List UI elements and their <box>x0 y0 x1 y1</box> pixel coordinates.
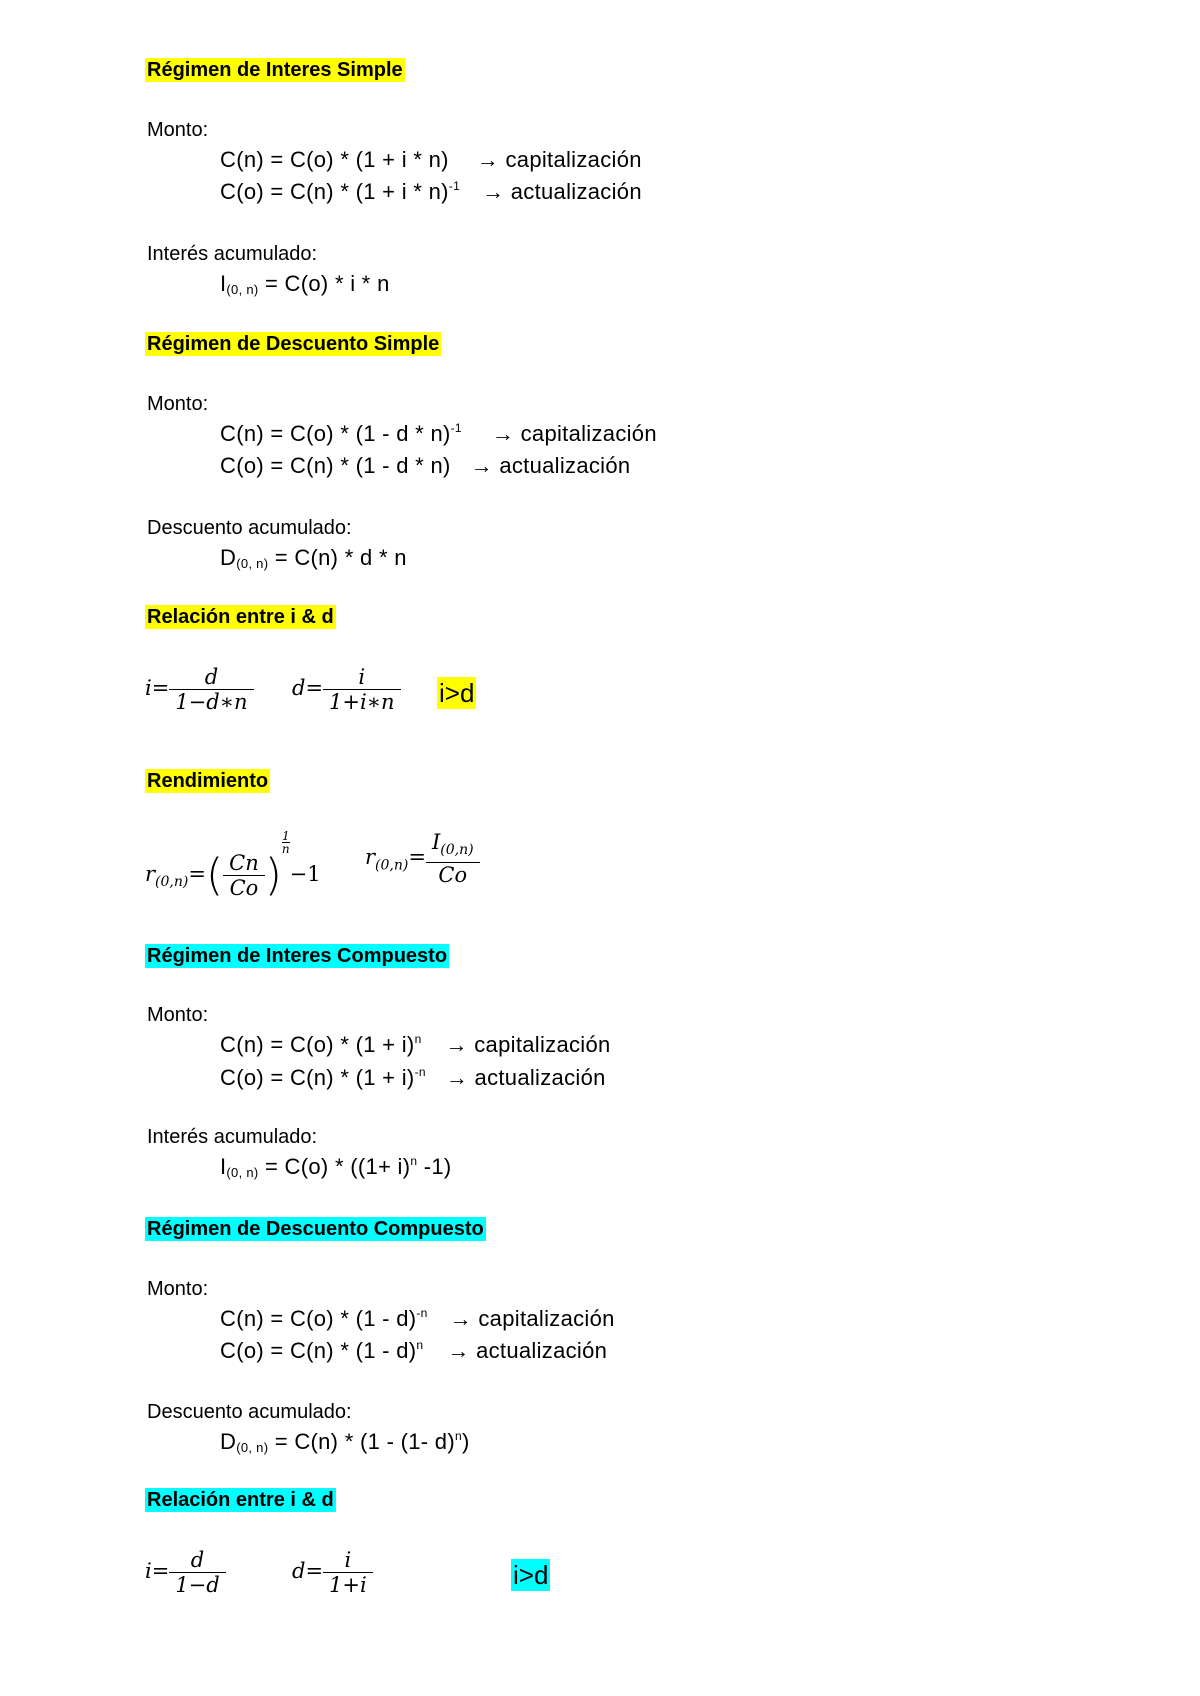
formula-exponent: -n <box>414 1065 426 1079</box>
descuento-acumulado-label: Descuento acumulado: <box>147 1401 352 1423</box>
equation-lhs: d= <box>292 1559 324 1583</box>
formula-capitalizacion <box>220 1305 615 1333</box>
fraction-denominator: Co <box>426 862 480 887</box>
equation-lhs: d= <box>292 676 324 700</box>
formula-text: C(o) = C(n) * (1 - d * n) <box>220 453 451 478</box>
fraction <box>323 1548 373 1597</box>
formula-exponent: -n <box>416 1306 428 1320</box>
heading-relacion-compuesto: Relación entre i & d <box>147 1489 334 1511</box>
formula-exponent: -1 <box>450 421 462 435</box>
formula-exponent: n <box>416 1338 424 1352</box>
formula-subscript: (0, n) <box>236 1440 269 1455</box>
formula-arrow-label: → capitalización <box>449 1306 615 1331</box>
formula-arrow-label: → actualización <box>470 453 631 478</box>
r-subscript: (0,n) <box>155 874 189 891</box>
formula-text: = C(o) * i * n <box>258 271 390 296</box>
equation-lhs: i= <box>145 676 170 700</box>
heading-interes-compuesto: Régimen de Interes Compuesto <box>147 945 448 967</box>
formula-arrow-label: → capitalización <box>491 421 657 446</box>
formula-text-end: -1) <box>417 1154 452 1179</box>
fraction-denominator: Co <box>223 875 265 900</box>
r-symbol: r <box>365 845 376 870</box>
r-subscript: (0,n) <box>375 857 409 874</box>
equation-d-from-i <box>292 1548 373 1597</box>
formula-symbol: D <box>220 545 237 570</box>
fraction-denominator: 1+i <box>323 1572 373 1597</box>
numerator-subscript: (0,n) <box>440 842 474 859</box>
fraction-denominator: 1−d∗n <box>169 689 253 714</box>
formula-symbol: I <box>220 271 227 296</box>
formula-subscript: (0, n) <box>226 282 259 297</box>
formula-interes-acumulado <box>220 1153 452 1181</box>
exponent-fraction <box>282 830 290 855</box>
descuento-acumulado-label: Descuento acumulado: <box>147 517 352 539</box>
formula-text: C(o) = C(n) * (1 - d) <box>220 1338 417 1363</box>
heading-rendimiento: Rendimiento <box>147 770 269 792</box>
formula-arrow-label: → actualización <box>482 179 642 204</box>
equation-d-from-i <box>292 665 401 714</box>
formula-subscript: (0, n) <box>236 556 269 571</box>
formula-text: = C(n) * d * n <box>268 545 407 570</box>
fraction <box>426 830 480 887</box>
fraction-denominator: 1+i∗n <box>323 689 400 714</box>
heading-interes-simple: Régimen de Interes Simple <box>147 59 403 81</box>
formula-text: C(n) = C(o) * (1 - d * n) <box>220 421 451 446</box>
numerator-symbol: I <box>431 830 441 854</box>
formula-exponent: n <box>414 1032 422 1046</box>
formula-subscript: (0, n) <box>226 1165 259 1180</box>
formula-symbol: D <box>220 1429 237 1454</box>
interes-acumulado-label: Interés acumulado: <box>147 243 318 265</box>
monto-label: Monto: <box>147 393 209 415</box>
formula-interes-acumulado <box>220 270 390 298</box>
formula-descuento-acumulado <box>220 1428 470 1456</box>
heading-descuento-compuesto: Régimen de Descuento Compuesto <box>147 1218 484 1240</box>
formula-arrow-label: → capitalización <box>445 1032 611 1057</box>
interes-acumulado-label: Interés acumulado: <box>147 1126 318 1148</box>
formula-actualizacion <box>220 1064 606 1092</box>
r-symbol: r <box>145 862 156 886</box>
fraction <box>223 851 265 900</box>
fraction-numerator: i <box>344 1548 352 1572</box>
equation-i-from-d <box>145 665 254 714</box>
formula-exponent: -1 <box>448 179 461 193</box>
fraction <box>323 665 400 714</box>
i-greater-than-d-badge: i>d <box>513 1560 549 1590</box>
formula-actualizacion <box>220 1337 607 1365</box>
fraction-numerator: d <box>190 1548 205 1572</box>
monto-label: Monto: <box>147 1004 209 1026</box>
formula-text: = C(o) * ((1+ i) <box>258 1154 411 1179</box>
heading-relacion-simple: Relación entre i & d <box>147 606 334 628</box>
formula-descuento-acumulado <box>220 544 407 572</box>
equation-rendimiento-simple: $r_{(0,n)}=$ $\frac{I_{(0,n)}}{Co}$ <box>365 830 480 887</box>
formula-text: = C(n) * (1 - (1- d) <box>268 1429 455 1454</box>
formula-capitalizacion <box>220 1031 611 1059</box>
formula-capitalizacion <box>220 420 657 448</box>
monto-label: Monto: <box>147 1278 209 1300</box>
formula-text: C(n) = C(o) * (1 + i) <box>220 1032 415 1057</box>
equation-i-from-d <box>145 1548 226 1597</box>
equation-tail: −1 <box>289 862 321 886</box>
heading-descuento-simple: Régimen de Descuento Simple <box>147 333 440 355</box>
exponent-numerator: 1 <box>281 829 290 843</box>
formula-arrow-label: → actualización <box>445 1065 606 1090</box>
fraction-denominator: 1−d <box>169 1572 225 1597</box>
formula-exponent: n <box>410 1154 418 1168</box>
exponent-denominator: n <box>281 842 290 856</box>
formula-text: C(o) = C(n) * (1 + i * n) <box>220 179 449 204</box>
formula-capitalizacion <box>220 146 642 174</box>
formula-actualizacion <box>220 178 642 206</box>
formula-exponent: n <box>454 1429 462 1443</box>
equation-rendimiento-compuesto: $r_{(0,n)}=$( $\frac{Cn}{Co}$ )$\frac{1}{n}$ −1 <box>145 829 321 901</box>
formula-arrow-label: → actualización <box>447 1338 608 1363</box>
formula-actualizacion <box>220 452 630 480</box>
formula-text: C(n) = C(o) * (1 - d) <box>220 1306 417 1331</box>
formula-arrow-label: → capitalización <box>476 147 642 172</box>
fraction-numerator: i <box>358 665 366 689</box>
formula-text: C(o) = C(n) * (1 + i) <box>220 1065 415 1090</box>
formula-symbol: I <box>220 1154 227 1179</box>
fraction <box>169 665 253 714</box>
fraction-numerator: d <box>204 665 219 689</box>
monto-label: Monto: <box>147 119 209 141</box>
equation-lhs: i= <box>145 1559 170 1583</box>
fraction-numerator: Cn <box>229 851 259 875</box>
fraction <box>169 1548 225 1597</box>
formula-text: C(n) = C(o) * (1 + i * n) <box>220 147 449 172</box>
fraction-numerator <box>426 830 480 862</box>
formula-text-end: ) <box>461 1429 470 1454</box>
i-greater-than-d-badge: i>d <box>439 678 475 708</box>
